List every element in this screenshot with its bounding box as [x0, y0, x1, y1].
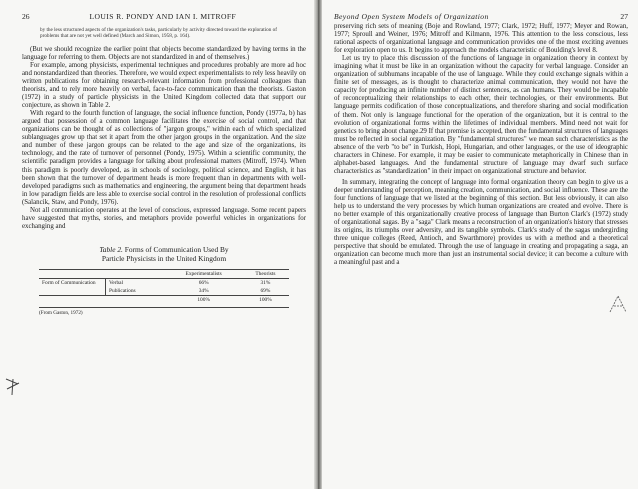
- paragraph: Not all communication operates at the level of conscious, expressed language. Some recent papers have suggested that myths, stories, and metaphors provide powerful vehicles in organizations for exchanging and: [22, 206, 306, 230]
- table-2: [22, 245, 306, 316]
- total-experimentalists: 100%: [165, 295, 241, 304]
- handwritten-margin-mark-icon: [4, 375, 22, 397]
- col-header-theorists: Theorists: [242, 269, 289, 278]
- left-page-number: 26: [22, 11, 30, 21]
- right-running-head: Beyond Open System Models of Organization: [334, 11, 489, 21]
- table-total-row: [39, 295, 289, 304]
- col-header-experimentalists: Experimentalists: [165, 269, 241, 278]
- row-label: Verbal: [106, 278, 166, 287]
- table-row: [39, 278, 289, 287]
- table-source: (From Gaston, 1972): [39, 307, 289, 316]
- right-page-header: [334, 9, 628, 23]
- communication-table: [39, 269, 289, 304]
- handwritten-margin-mark-icon: [606, 292, 630, 316]
- right-page-number: 27: [620, 11, 628, 21]
- paragraph: With regard to the fourth function of language, the social influence function, Pondy (1977a, b) has argued that possession of a common language facilitates the exercise of social control, and that organizations can be thought of as collections of "jargon groups," within each of which specialized sublanguages grow up that set it apart from the other jargon groups in the organization. And the size and number of these jargon groups can be related to the age and size of the organizations, its technology, and the rate of turnover of personnel (Pondy, 1975). Within a scientific community, the scientific paradigm provides a language for talking about professional matters (Mitroff, 1974). When this paradigm is poorly developed, as in schools of sociology, political science, and English, it has been shown that the turnover of department heads is more frequent than in departments with well-developed paradigms such as mathematics and engineering, the argument being that department heads in low paradigm fields are less able to exercise social control in the resolution of professional conflicts (Salancik, Staw, and Pondy, 1976).: [22, 110, 306, 206]
- cell-value: 34%: [198, 287, 209, 294]
- table-caption-line2: Particle Physicists in the United Kingdom: [101, 253, 227, 263]
- table-caption-label: Table 2.: [99, 244, 123, 254]
- paragraph: For example, among physicists, experimental techniques and procedures probably are more ad hoc and nonstandardized than theories. Therefore, we would expect experimentalists to rely less heavily on written publications for obtaining research-relevant information from professional colleagues than theorists, and to rely more heavily on verbal, face-to-face communication than the theorists. Gaston (1972) in a study of particle physicists in the United Kingdom collected data that support our conjecture, as shown in Table 2.: [22, 61, 306, 110]
- table-caption-line1: Forms of Communication Used By: [124, 244, 229, 254]
- paragraph: preserving rich sets of meaning (Boje and Rowland, 1977; Clark, 1972; Huff, 1977; Meyer and Rowan, 1977; Sproull and Weiner, 1976; Mitroff and Kilmann, 1976. This attention to the less conscious, less rational aspects of organizational language and communication provides one of the most exciting avenues for exploration open to us. It begins to approach the models characteristic of Boulding's level 8.: [334, 23, 628, 55]
- right-page: [320, 0, 638, 489]
- paragraph: Let us try to place this discussion of the functions of language in organization theory in context by imagining what it must be like in an organization without the capacity for verbal language. Consider an organization of subhumans incapable of the use of language. While they could exchange signals within a finite set of messages, as is thought to characterize animal communication, they would not have the capacity for producing an infinite number of distinct sentences, as can humans. They would be incapable of reconceptualizing their relationships to each other, their technologies, or their environments. But language permits codification of those conceptualizations, and therefore sharing and social modification of them. Not only is language functional for the operation of the organization, but it is central to the evolution of organizational forms within the lifetimes of individual members. Mind need not wait for genetics to bring about change.29 If that premise is accepted, then the fundamental structures of languages must be reflected in social organization. By "fundamental structures" we mean such characteristics as the absence of the verb "to be" in Turkish, Hopi, Hungarian, and other languages, or the use of ideographic characters in Chinese. For example, it may be easier to communicate metaphorically in Chinese than in alphabet-based languages. And the fundamental structure of language may dwarf such surface characteristics as "standardization" in their impact on organizational structure and behavior.: [334, 55, 628, 175]
- left-running-head: LOUIS R. PONDY AND IAN I. MITROFF: [89, 11, 237, 21]
- table-caption: [22, 245, 306, 263]
- left-page: [0, 0, 318, 489]
- paragraph: (But we should recognize the earlier point that objects become standardized by having terms in the language for referring to them. Objects are not standardized in and of themselves.): [22, 45, 306, 61]
- left-page-header: [22, 9, 306, 23]
- block-quote: by the less structured aspects of the organization's tasks, particularly by activity directed toward the exploration of problems that are not yet well defined (March and Simon, 1958, p. 164).: [40, 27, 277, 40]
- cell-value: 31%: [260, 279, 271, 286]
- total-theorists: 100%: [242, 295, 289, 304]
- row-group-label: Form of Communication: [42, 279, 96, 286]
- cell-value: 66%: [198, 279, 209, 286]
- row-label: Publications: [106, 287, 166, 296]
- paragraph: In summary, integrating the concept of language into formal organization theory can begin to give us a deeper understanding of perception, meaning creation, communication, and social influence. These are the four functions of language that we listed at the beginning of this section. But less obviously, it can also help us to understand the very processes by which human organizations are created and evolve. There is no better example of this organizationally creative process of language than Burton Clark's (1972) study of organizational sagas. By a "saga" Clark means a reconstruction of an organization's history that stresses its origins, its triumphs over adversity, and its tangible symbols. Clark's study of the sagas undergirding three unique colleges (Reed, Antioch, and Swarthmore) provides us with a method and a theoretical perspective that should be emulated. Through the use of language in creating and propagating a saga, an organization can become much more than just an instrumental social device; it can become a culture with a meaningful past and a: [334, 178, 628, 267]
- cell-value: 69%: [260, 287, 271, 294]
